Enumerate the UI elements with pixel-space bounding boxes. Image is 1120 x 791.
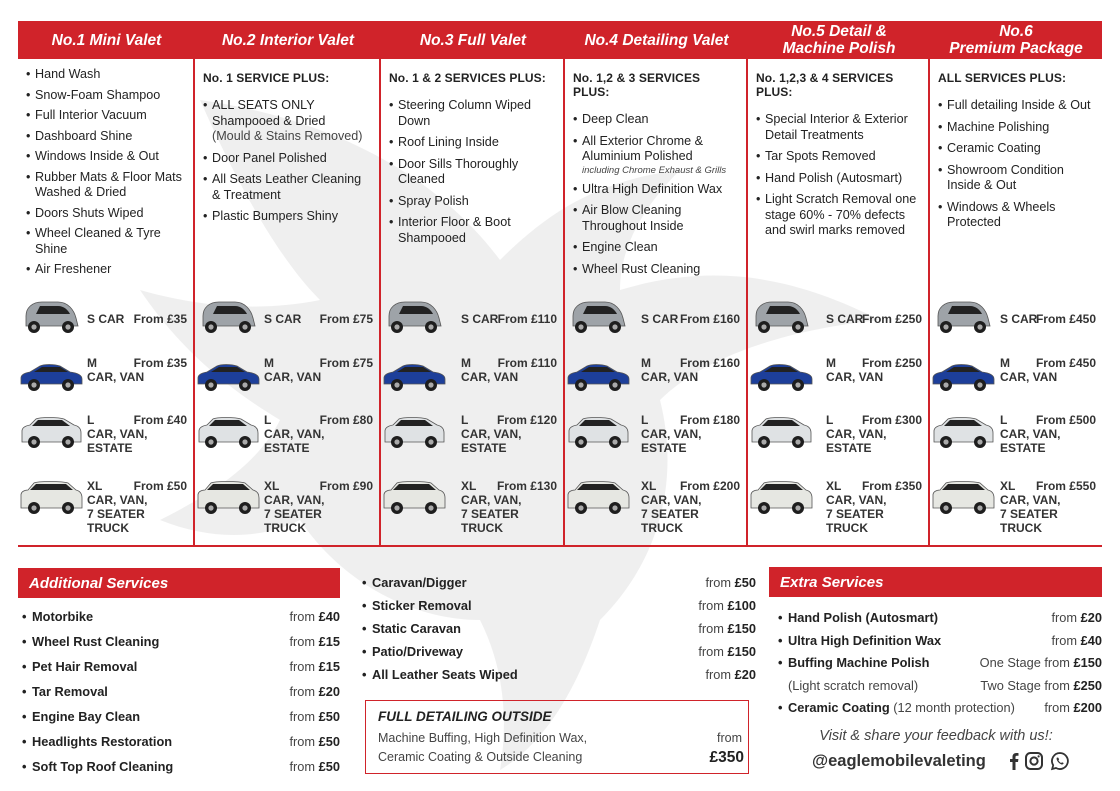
feature-text: Wheel Cleaned & Tyre Shine	[35, 226, 161, 256]
price-row	[381, 296, 563, 356]
vehicle-size-label: L CAR, VAN, ESTATE	[461, 413, 522, 455]
feature-text: Hand Wash	[35, 67, 101, 81]
service-item	[22, 634, 340, 659]
package-5-title: No.5 Detail & Machine Polish	[782, 23, 896, 57]
vehicle-size-label: S CAR	[826, 312, 864, 326]
vehicle-size-label: M CAR, VAN	[1000, 356, 1058, 384]
price-row	[565, 354, 746, 414]
vehicle-size-label: L CAR, VAN, ESTATE	[87, 413, 148, 455]
service-price	[289, 659, 340, 674]
feature-text: Ceramic Coating	[947, 141, 1041, 155]
feature-item	[203, 172, 373, 203]
feature-item	[573, 240, 740, 256]
service-note: (12 month protection)	[889, 700, 1015, 715]
service-price	[289, 684, 340, 699]
price-row	[18, 354, 193, 414]
feature-item	[573, 262, 740, 278]
service-name: Engine Bay Clean	[32, 709, 141, 724]
plus-title: No. 1,2 & 3 SERVICES PLUS:	[573, 71, 701, 99]
feature-text: Deep Clean	[582, 112, 649, 126]
price-value: £50	[734, 575, 756, 590]
price-row	[930, 354, 1102, 414]
whatsapp-icon[interactable]	[1050, 751, 1070, 771]
smart-car-icon	[381, 296, 447, 336]
service-name: (Light scratch removal)	[788, 677, 919, 693]
price-row	[930, 296, 1102, 356]
full-detailing-line-1: Machine Buffing, High Definition Wax,	[378, 731, 588, 745]
smart-car-icon	[18, 296, 84, 336]
service-name: Sticker Removal	[372, 598, 472, 613]
service-item	[778, 700, 1102, 723]
package-price: From £250	[861, 312, 922, 326]
price-value: £200	[1073, 700, 1102, 715]
vehicle-size-label: L CAR, VAN, ESTATE	[1000, 413, 1061, 455]
full-detailing-price: £350	[709, 749, 744, 766]
feature-item	[756, 192, 922, 239]
feature-text: Air Blow Cleaning Throughout Inside	[582, 203, 684, 233]
vehicle-size-label: M CAR, VAN	[461, 356, 519, 384]
vehicle-size-label: M CAR, VAN	[264, 356, 322, 384]
price-value: £150	[1073, 655, 1102, 670]
price-row	[381, 354, 563, 414]
feature-item	[938, 200, 1096, 231]
service-name: Ceramic Coating	[788, 700, 890, 715]
compact-suv-icon	[381, 411, 447, 451]
price-row	[18, 411, 193, 471]
smart-car-icon	[930, 296, 996, 336]
large-suv-icon	[195, 477, 261, 517]
feature-item	[573, 203, 740, 234]
service-price	[1044, 700, 1102, 715]
price-value: £100	[727, 598, 756, 613]
feature-item	[26, 67, 187, 83]
service-price	[698, 598, 756, 613]
feature-item	[203, 209, 373, 225]
feature-text: Rubber Mats & Floor Mats Washed & Dried	[35, 169, 182, 199]
feature-text: Engine Clean	[582, 240, 658, 254]
service-price	[289, 759, 340, 774]
price-prefix: from	[289, 734, 316, 749]
smart-car-icon	[195, 296, 261, 336]
feature-text: Tar Spots Removed	[765, 149, 876, 163]
additional-services-header	[18, 568, 340, 598]
package-price: From £110	[497, 356, 557, 370]
feature-list	[195, 59, 379, 291]
service-item	[778, 655, 1102, 678]
feature-item	[756, 112, 922, 143]
feature-list	[748, 59, 928, 291]
price-value: £150	[727, 621, 756, 636]
service-item	[22, 759, 340, 784]
price-prefix: from	[705, 667, 732, 682]
package-price: From £160	[679, 356, 740, 370]
full-detailing-line-2: Ceramic Coating & Outside Cleaning	[378, 750, 583, 764]
feature-item	[26, 129, 187, 145]
service-item	[778, 678, 1102, 701]
instagram-icon[interactable]	[1024, 751, 1044, 771]
service-item	[778, 633, 1102, 656]
price-value: £250	[1073, 677, 1102, 693]
price-row	[18, 477, 193, 537]
feature-item	[389, 135, 557, 151]
service-item	[362, 598, 756, 621]
package-columns	[18, 59, 1102, 545]
package-3-title: No.3 Full Valet	[419, 31, 527, 49]
price-row	[195, 296, 379, 356]
service-price	[289, 709, 340, 724]
price-value: £40	[318, 609, 340, 624]
feature-text: Door Sills Thoroughly Cleaned	[398, 156, 519, 186]
price-row	[748, 411, 928, 471]
large-suv-icon	[381, 477, 447, 517]
vehicle-size-label: XL CAR, VAN, 7 SEATER TRUCK	[264, 479, 325, 535]
plus-title: No. 1 & 2 SERVICES PLUS:	[389, 71, 546, 85]
service-name: Buffing Machine Polish	[788, 655, 930, 670]
feature-text: Full detailing Inside & Out	[947, 98, 1091, 112]
feature-text: Snow-Foam Shampoo	[35, 87, 161, 102]
price-row	[195, 477, 379, 537]
plus-title: No. 1 SERVICE PLUS:	[203, 71, 330, 85]
price-value: £150	[727, 644, 756, 659]
service-name: Patio/Driveway	[372, 644, 464, 659]
feature-item	[573, 112, 740, 128]
vehicle-size-label: M CAR, VAN	[87, 356, 145, 384]
package-price: From £35	[133, 312, 187, 326]
compact-suv-icon	[748, 411, 814, 451]
feature-text: Ultra High Definition Wax	[582, 181, 723, 196]
price-value: £40	[1080, 632, 1102, 648]
feature-list	[381, 59, 563, 291]
package-price: From £80	[319, 413, 373, 427]
vehicle-size-label: M CAR, VAN	[641, 356, 699, 384]
feature-item	[938, 163, 1096, 194]
service-price	[698, 621, 756, 636]
additional-services-list	[22, 609, 340, 784]
feature-text: Wheel Rust Cleaning	[582, 261, 701, 276]
package-price: From £40	[133, 413, 187, 427]
package-price: From £120	[496, 413, 557, 427]
package-price: From £350	[861, 479, 922, 493]
saloon-car-icon	[195, 354, 261, 394]
facebook-icon[interactable]	[1004, 751, 1024, 771]
section-divider	[18, 545, 1102, 547]
service-item	[778, 610, 1102, 633]
vehicle-size-label: L CAR, VAN, ESTATE	[826, 413, 887, 455]
price-prefix: from	[698, 598, 724, 613]
vehicle-size-label: S CAR	[264, 312, 302, 326]
package-price: From £300	[861, 413, 922, 427]
service-price	[1051, 633, 1102, 648]
saloon-car-icon	[565, 354, 631, 394]
package-1-title: No.1 Mini Valet	[51, 31, 162, 49]
feature-text: All Exterior Chrome & Aluminium Polished	[582, 133, 704, 163]
feature-item	[26, 170, 187, 201]
feature-item	[203, 151, 373, 167]
smart-car-icon	[565, 296, 631, 336]
price-prefix: from	[705, 575, 732, 590]
feature-text: Windows Inside & Out	[35, 149, 159, 163]
service-price	[289, 734, 340, 749]
package-column	[565, 59, 748, 545]
service-name: Pet Hair Removal	[32, 659, 138, 674]
feature-item	[26, 262, 187, 278]
service-price	[705, 575, 756, 590]
large-suv-icon	[930, 477, 996, 517]
price-row	[381, 477, 563, 537]
feature-text: All Seats Leather Cleaning & Treatment	[212, 172, 362, 202]
package-2-title: No.2 Interior Valet	[221, 31, 355, 49]
feature-text: Door Panel Polished	[212, 150, 327, 165]
price-prefix: from	[1051, 632, 1078, 648]
price-row	[195, 354, 379, 414]
feature-subtext: (Mould & Stains Removed)	[212, 129, 363, 143]
feature-item	[756, 171, 922, 187]
package-price: From £450	[1035, 312, 1096, 326]
vehicle-size-label: XL CAR, VAN, 7 SEATER TRUCK	[826, 479, 887, 535]
package-price: From £75	[319, 312, 373, 326]
package-column	[18, 59, 195, 545]
feature-text: Roof Lining Inside	[398, 135, 499, 149]
feature-item	[26, 88, 187, 104]
package-price: From £130	[496, 479, 557, 493]
price-value: £20	[1080, 610, 1102, 625]
price-value: £15	[318, 634, 340, 649]
feature-text: Machine Polishing	[947, 119, 1050, 134]
visit-feedback-text: Visit & share your feedback with us!:	[819, 728, 1053, 744]
price-value: £20	[734, 667, 756, 682]
feature-note: including Chrome Exhaust & Grills	[582, 164, 727, 176]
feature-text: Air Freshener	[35, 262, 112, 276]
price-value: £50	[318, 734, 340, 749]
feature-item	[26, 206, 187, 222]
package-price: From £110	[497, 312, 557, 326]
package-price: From £180	[679, 413, 740, 427]
large-suv-icon	[18, 477, 84, 517]
feature-text: Windows & Wheels Protected	[947, 199, 1056, 229]
service-name: Hand Polish (Autosmart)	[788, 610, 939, 625]
feature-text: Light Scratch Removal one stage 60% - 70% defects and swirl marks removed	[765, 192, 917, 237]
saloon-car-icon	[381, 354, 447, 394]
vehicle-size-label: S CAR	[461, 312, 499, 326]
vehicle-size-label: XL CAR, VAN, 7 SEATER TRUCK	[87, 479, 148, 535]
feature-item	[573, 182, 740, 198]
price-row	[930, 477, 1102, 537]
feature-item	[26, 108, 187, 124]
package-column	[748, 59, 930, 545]
service-item	[362, 644, 756, 667]
feature-text: Special Interior & Exterior Detail Treatments	[765, 112, 908, 142]
service-item	[362, 667, 756, 690]
service-name: Wheel Rust Cleaning	[32, 634, 160, 649]
feature-item	[389, 98, 557, 129]
plus-title: No. 1,2,3 & 4 SERVICES PLUS:	[756, 71, 894, 99]
feature-item	[26, 226, 187, 257]
feature-item	[389, 194, 557, 210]
feature-text: Doors Shuts Wiped	[35, 205, 144, 220]
package-column	[195, 59, 381, 545]
package-price: From £75	[319, 356, 373, 370]
feature-text: ALL SEATS ONLY Shampooed & Dried	[212, 98, 326, 128]
package-6-title: No.6 Premium Package	[949, 23, 1083, 57]
price-prefix: from	[289, 609, 316, 624]
price-prefix: from	[289, 659, 316, 674]
package-column	[381, 59, 565, 545]
package-price: From £200	[679, 479, 740, 493]
price-row	[195, 411, 379, 471]
extra-services-title: Extra Services	[780, 573, 884, 591]
service-price	[980, 655, 1102, 670]
extra-services-header	[769, 567, 1102, 597]
full-detailing-from: from	[717, 731, 742, 745]
price-row	[565, 477, 746, 537]
compact-suv-icon	[195, 411, 261, 451]
compact-suv-icon	[930, 411, 996, 451]
price-value: £50	[318, 709, 340, 724]
service-item	[22, 684, 340, 709]
feature-text: Steering Column Wiped Down	[398, 98, 531, 128]
large-suv-icon	[565, 477, 631, 517]
vehicle-size-label: XL CAR, VAN, 7 SEATER TRUCK	[461, 479, 522, 535]
feature-item	[938, 120, 1096, 136]
social-handle[interactable]: @eaglemobilevaleting	[812, 752, 986, 770]
saloon-car-icon	[18, 354, 84, 394]
service-name: Tar Removal	[32, 684, 108, 699]
feature-list	[930, 59, 1102, 291]
full-detailing-title: FULL DETAILING OUTSIDE	[378, 709, 552, 724]
extra-services-list	[778, 610, 1102, 723]
vehicle-size-label: XL CAR, VAN, 7 SEATER TRUCK	[641, 479, 702, 535]
feature-text: Hand Polish (Autosmart)	[765, 170, 903, 185]
package-4-title: No.4 Detailing Valet	[584, 31, 729, 49]
service-price	[289, 634, 340, 649]
price-value: £15	[318, 659, 340, 674]
feature-list	[565, 59, 746, 291]
package-price: From £550	[1035, 479, 1096, 493]
saloon-car-icon	[748, 354, 814, 394]
more-services-list	[362, 575, 756, 690]
service-price	[289, 609, 340, 624]
service-name: Static Caravan	[372, 621, 461, 636]
price-prefix: from	[289, 759, 316, 774]
service-item	[22, 709, 340, 734]
service-item	[362, 575, 756, 598]
service-name: Soft Top Roof Cleaning	[32, 759, 174, 774]
feature-item	[203, 98, 373, 145]
feature-text: Interior Floor & Boot Shampooed	[398, 215, 511, 245]
price-prefix: from	[289, 684, 316, 699]
large-suv-icon	[748, 477, 814, 517]
service-name: All Leather Seats Wiped	[372, 667, 518, 682]
feature-item	[389, 157, 557, 188]
price-row	[748, 354, 928, 414]
compact-suv-icon	[565, 411, 631, 451]
service-price	[698, 644, 756, 659]
price-row	[748, 296, 928, 356]
price-prefix: One Stage from	[979, 655, 1070, 670]
package-price: From £50	[133, 479, 187, 493]
vehicle-size-label: M CAR, VAN	[826, 356, 884, 384]
price-row	[18, 296, 193, 356]
price-value: £20	[318, 684, 340, 699]
service-name: Caravan/Digger	[372, 575, 467, 590]
service-name: Headlights Restoration	[32, 734, 173, 749]
service-name: Motorbike	[32, 609, 94, 624]
feature-list	[18, 59, 193, 291]
smart-car-icon	[748, 296, 814, 336]
service-item	[22, 659, 340, 684]
service-item	[22, 609, 340, 634]
service-item	[22, 734, 340, 759]
package-price: From £500	[1035, 413, 1096, 427]
price-prefix: Two Stage from	[980, 677, 1070, 693]
service-price	[980, 678, 1102, 693]
price-row	[930, 411, 1102, 471]
price-prefix: from	[1044, 700, 1070, 715]
feature-item	[389, 215, 557, 246]
price-row	[748, 477, 928, 537]
price-prefix: from	[289, 709, 316, 724]
feature-item	[756, 149, 922, 165]
feature-text: Showroom Condition Inside & Out	[947, 162, 1064, 192]
price-value: £50	[318, 759, 340, 774]
feature-text: Plastic Bumpers Shiny	[212, 209, 338, 223]
vehicle-size-label: S CAR	[87, 312, 125, 326]
feature-item	[938, 141, 1096, 157]
feature-item	[26, 149, 187, 165]
vehicle-size-label: S CAR	[641, 312, 679, 326]
service-name: Ultra High Definition Wax	[788, 632, 942, 648]
package-price: From £160	[679, 312, 740, 326]
compact-suv-icon	[18, 411, 84, 451]
vehicle-size-label: L CAR, VAN, ESTATE	[264, 413, 325, 455]
package-price: From £90	[319, 479, 373, 493]
price-prefix: from	[698, 621, 724, 636]
saloon-car-icon	[930, 354, 996, 394]
package-column	[930, 59, 1102, 545]
price-row	[565, 296, 746, 356]
additional-services-title: Additional Services	[29, 574, 169, 592]
price-prefix: from	[289, 634, 316, 649]
plus-title: ALL SERVICES PLUS:	[938, 71, 1067, 85]
vehicle-size-label: L CAR, VAN, ESTATE	[641, 413, 702, 455]
package-price: From £250	[861, 356, 922, 370]
feature-text: Dashboard Shine	[35, 128, 133, 143]
service-item	[362, 621, 756, 644]
price-prefix: from	[1051, 610, 1078, 625]
price-prefix: from	[698, 644, 724, 659]
full-detailing-outside-box	[365, 700, 749, 774]
package-header-bar	[18, 21, 1102, 59]
package-price: From £35	[133, 356, 187, 370]
feature-text: Spray Polish	[398, 193, 469, 208]
vehicle-size-label: S CAR	[1000, 312, 1038, 326]
feature-text: Full Interior Vacuum	[35, 108, 147, 122]
package-price: From £450	[1035, 356, 1096, 370]
service-price	[705, 667, 756, 682]
price-row	[565, 411, 746, 471]
service-price	[1051, 610, 1102, 625]
feature-item	[573, 134, 740, 176]
vehicle-size-label: XL CAR, VAN, 7 SEATER TRUCK	[1000, 479, 1061, 535]
feature-item	[938, 98, 1096, 114]
price-row	[381, 411, 563, 471]
